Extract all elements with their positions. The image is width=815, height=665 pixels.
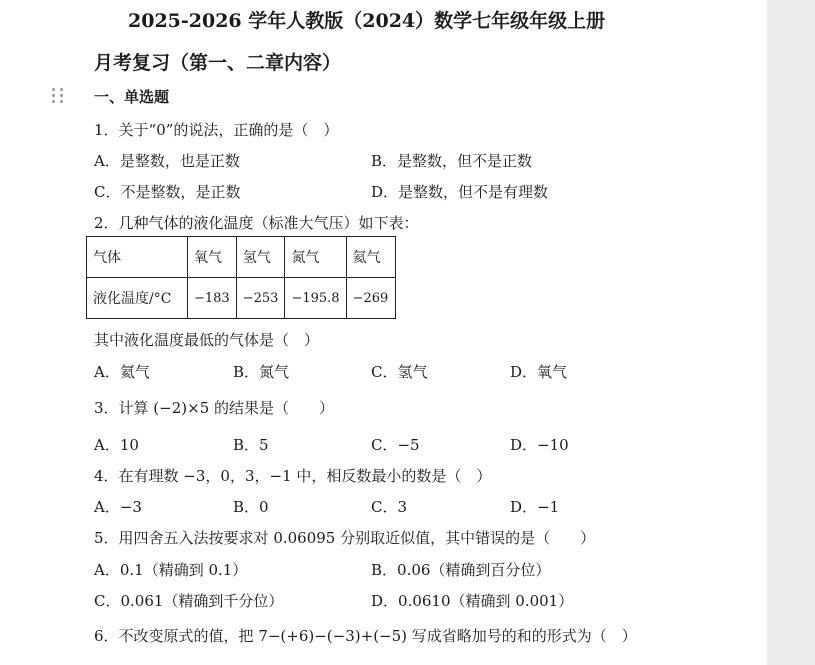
table-header-cell: 氧气 [188,237,237,278]
question-1-option-b: B．是整数，但不是正数 [371,152,533,170]
document-title: 2025-2026 学年人教版（2024）数学七年级年级上册 [128,10,606,32]
question-2-followup: 其中液化温度最低的气体是（ ） [94,331,320,349]
section-heading: 一、单选题 [94,88,170,106]
question-4-stem: 4．在有理数 −3，0，3，−1 中，相反数最小的数是（ ） [94,467,492,485]
question-4-option-d: D．−1 [510,498,560,516]
gas-temperature-table [86,236,396,319]
question-2-option-c: C．氢气 [371,363,428,381]
question-4-option-a: A．−3 [94,498,142,516]
question-2-stem: 2．几种气体的液化温度（标准大气压）如下表： [94,214,419,232]
scroll-gutter[interactable] [767,0,815,665]
question-2-option-d: D．氧气 [510,363,568,381]
question-1-stem: 1．关于“0”的说法，正确的是（ ） [94,121,339,139]
question-3-option-b: B．5 [233,436,269,454]
question-2-option-a: A．氦气 [94,363,150,381]
question-3-option-c: C．−5 [371,436,420,454]
table-row [87,278,396,319]
drag-handle-icon[interactable] [52,88,64,104]
question-5-option-c: C．0.061（精确到千分位） [94,592,284,610]
table-cell: 液化温度/°C [87,278,188,319]
table-cell: −183 [188,278,237,319]
question-5-option-a: A．0.1（精确到 0.1） [94,561,248,579]
question-6-stem: 6．不改变原式的值，把 7−(+6)−(−3)+(−5) 写成省略加号的和的形式为（ ） [94,627,637,645]
question-1-option-d: D．是整数，但不是有理数 [371,183,549,201]
question-2-option-b: B．氮气 [233,363,290,381]
question-4-option-b: B．0 [233,498,269,516]
question-3-option-a: A．10 [94,436,139,454]
table-cell: −195.8 [285,278,346,319]
table-cell: −269 [346,278,395,319]
question-1-option-a: A．是整数，也是正数 [94,152,240,170]
question-5-option-d: D．0.0610（精确到 0.001） [371,592,574,610]
document-subtitle: 月考复习（第一、二章内容） [94,52,342,74]
question-4-option-c: C．3 [371,498,408,516]
question-5-option-b: B．0.06（精确到百分位） [371,561,551,579]
table-header-cell: 氮气 [285,237,346,278]
question-3-stem: 3．计算 (−2)×5 的结果是（ ） [94,399,335,417]
table-header-cell: 气体 [87,237,188,278]
table-header-cell: 氦气 [346,237,395,278]
question-3-option-d: D．−10 [510,436,569,454]
table-row [87,237,396,278]
table-header-cell: 氢气 [236,237,285,278]
question-1-option-c: C．不是整数，是正数 [94,183,241,201]
table-cell: −253 [236,278,285,319]
question-5-stem: 5．用四舍五入法按要求对 0.06095 分别取近似值，其中错误的是（ ） [94,529,596,547]
